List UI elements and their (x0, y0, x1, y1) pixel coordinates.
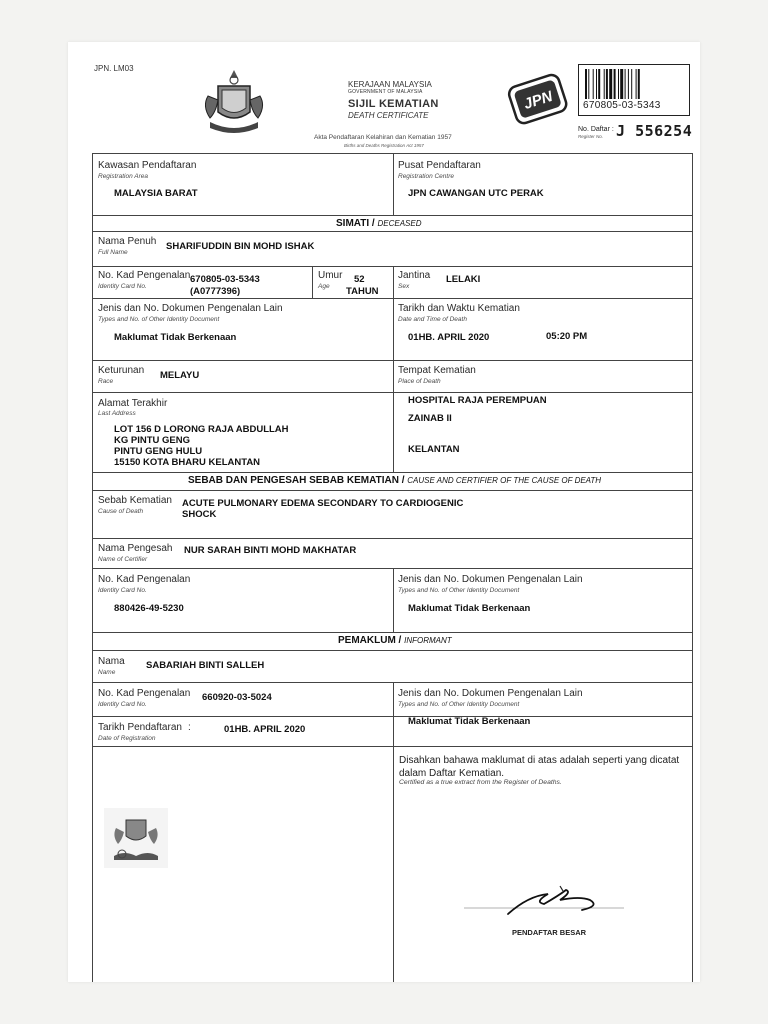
registration-date-label-en: Date of Registration (98, 735, 156, 742)
informant-ic-label-en: Identity Card No. (98, 701, 147, 708)
place-of-death-label-en: Place of Death (398, 378, 441, 385)
jpn-stamp-icon (506, 70, 570, 130)
address-line-4: 15150 KOTA BHARU KELANTAN (114, 457, 261, 468)
informant-other-doc-value: Maklumat Tidak Berkenaan (408, 716, 531, 727)
address-line-2: KG PINTU GENG (114, 435, 191, 446)
cause-label: Sebab Kematian (98, 495, 172, 506)
act-title-en: Births and Deaths Registration Act 1957 (344, 143, 424, 148)
registration-centre-value: JPN CAWANGAN UTC PERAK (408, 188, 544, 199)
certifier-name-label-en: Name of Certifier (98, 556, 148, 563)
stamp-text: JPN (521, 87, 555, 114)
full-name-label: Nama Penuh (98, 236, 157, 247)
other-doc-label: Jenis dan No. Dokumen Pengenalan Lain (98, 303, 283, 314)
ic-label: No. Kad Pengenalan (98, 270, 191, 281)
sex-label: Jantina (398, 270, 431, 281)
address-line-1: LOT 156 D LORONG RAJA ABDULLAH (114, 424, 289, 435)
informant-name-label: Nama (98, 656, 125, 667)
place-of-death-label: Tempat Kematian (398, 365, 476, 376)
registration-centre-label: Pusat Pendaftaran (398, 160, 481, 171)
form-reference: JPN. LM03 (94, 64, 134, 73)
certifier-ic-label: No. Kad Pengenalan (98, 574, 191, 585)
address-line-3: PINTU GENG HULU (114, 446, 203, 457)
sijil-kematian-title: SIJIL KEMATIAN (348, 98, 439, 110)
serial-prefix: J (616, 122, 626, 140)
last-address-label-en: Last Address (98, 410, 136, 417)
certifier-ic-value: 880426-49-5230 (114, 603, 184, 614)
informant-section-title: PEMAKLUM / INFORMANT (338, 635, 452, 646)
death-certificate-sheet (68, 42, 700, 982)
serial-digits: 556254 (635, 122, 693, 140)
government-of-malaysia: GOVERNMENT OF MALAYSIA (348, 89, 423, 95)
death-time-value: 05:20 PM (546, 331, 588, 342)
registration-area-label: Kawasan Pendaftaran (98, 160, 197, 171)
certifier-other-doc-label: Jenis dan No. Dokumen Pengenalan Lain (398, 574, 583, 585)
ic-label-en: Identity Card No. (98, 283, 147, 290)
cause-label-en: Cause of Death (98, 508, 144, 515)
sex-value: LELAKI (446, 274, 481, 285)
certification-text: Disahkan bahawa maklumat di atas adalah seperti yang dicatat dalam Daftar Kematian. (399, 755, 680, 779)
certification-text-en: Certified as a true extract from the Register of Deaths. (399, 779, 562, 786)
informant-ic-label: No. Kad Pengenalan (98, 688, 191, 699)
death-datetime-label-en: Date and Time of Death (398, 316, 467, 323)
no-daftar-label: No. Daftar : (578, 126, 614, 133)
register-no-label-en: Register No. (578, 134, 604, 139)
barcode-box (578, 64, 690, 116)
registration-centre-label-en: Registration Centre (398, 173, 454, 180)
certifier-name-label: Nama Pengesah (98, 543, 173, 554)
registration-area-label-en: Registration Area (98, 173, 148, 180)
place-line-3: KELANTAN (408, 444, 460, 455)
registrar-seal-icon (104, 808, 168, 868)
certifier-ic-label-en: Identity Card No. (98, 587, 147, 594)
death-date-value: 01HB. APRIL 2020 (408, 332, 490, 343)
ic-old-value: (A0777396) (190, 286, 241, 297)
race-value: MELAYU (160, 370, 200, 381)
place-line-1: HOSPITAL RAJA PEREMPUAN (408, 395, 547, 406)
informant-other-doc-label-en: Types and No. of Other Identity Document (398, 701, 520, 708)
age-value: 52 (354, 274, 365, 285)
cause-line-2: SHOCK (182, 509, 217, 520)
last-address-label: Alamat Terakhir (98, 398, 168, 409)
cause-line-1: ACUTE PULMONARY EDEMA SECONDARY TO CARDIOGENIC (182, 498, 464, 509)
registration-date-value: 01HB. APRIL 2020 (224, 724, 306, 735)
informant-ic-value: 660920-03-5024 (202, 692, 272, 703)
certifier-other-doc-value: Maklumat Tidak Berkenaan (408, 603, 531, 614)
race-label-en: Race (98, 378, 114, 385)
serial-number (616, 122, 692, 140)
death-certificate-title: DEATH CERTIFICATE (348, 111, 429, 120)
barcode-icon (585, 69, 681, 99)
age-unit: TAHUN (346, 286, 379, 297)
other-doc-value: Maklumat Tidak Berkenaan (114, 332, 237, 343)
barcode-number: 670805-03-5343 (583, 100, 661, 111)
act-title: Akta Pendaftaran Kelahiran dan Kematian 1957 (314, 134, 452, 141)
certifier-name-value: NUR SARAH BINTI MOHD MAKHATAR (184, 545, 357, 556)
sex-label-en: Sex (398, 283, 410, 290)
kerajaan-malaysia: KERAJAAN MALAYSIA (348, 80, 432, 89)
other-doc-label-en: Types and No. of Other Identity Document (98, 316, 220, 323)
coat-of-arms-icon (196, 66, 272, 142)
registrar-title: PENDAFTAR BESAR (512, 928, 587, 937)
place-line-2: ZAINAB II (408, 413, 452, 424)
cause-section-title: SEBAB DAN PENGESAH SEBAB KEMATIAN / CAUSE AND CERTIFIER OF THE CAUSE OF DEATH (188, 475, 602, 486)
registration-date-label: Tarikh Pendaftaran (98, 722, 182, 733)
deceased-section-title: SIMATI / DECEASED (336, 218, 422, 229)
ic-value: 670805-03-5343 (190, 274, 260, 285)
informant-other-doc-label: Jenis dan No. Dokumen Pengenalan Lain (398, 688, 583, 699)
certifier-other-doc-label-en: Types and No. of Other Identity Document (398, 587, 520, 594)
registrar-signature (464, 882, 624, 924)
death-datetime-label: Tarikh dan Waktu Kematian (398, 303, 520, 314)
race-label: Keturunan (98, 365, 145, 376)
register-number-label (578, 126, 614, 140)
full-name-value: SHARIFUDDIN BIN MOHD ISHAK (166, 241, 315, 252)
age-label: Umur (318, 270, 343, 281)
age-label-en: Age (318, 283, 330, 290)
informant-name-value: SABARIAH BINTI SALLEH (146, 660, 265, 671)
registration-date-colon: : (188, 722, 191, 733)
informant-name-label-en: Name (98, 669, 116, 676)
registration-area-value: MALAYSIA BARAT (114, 188, 198, 199)
full-name-label-en: Full Name (98, 249, 128, 256)
